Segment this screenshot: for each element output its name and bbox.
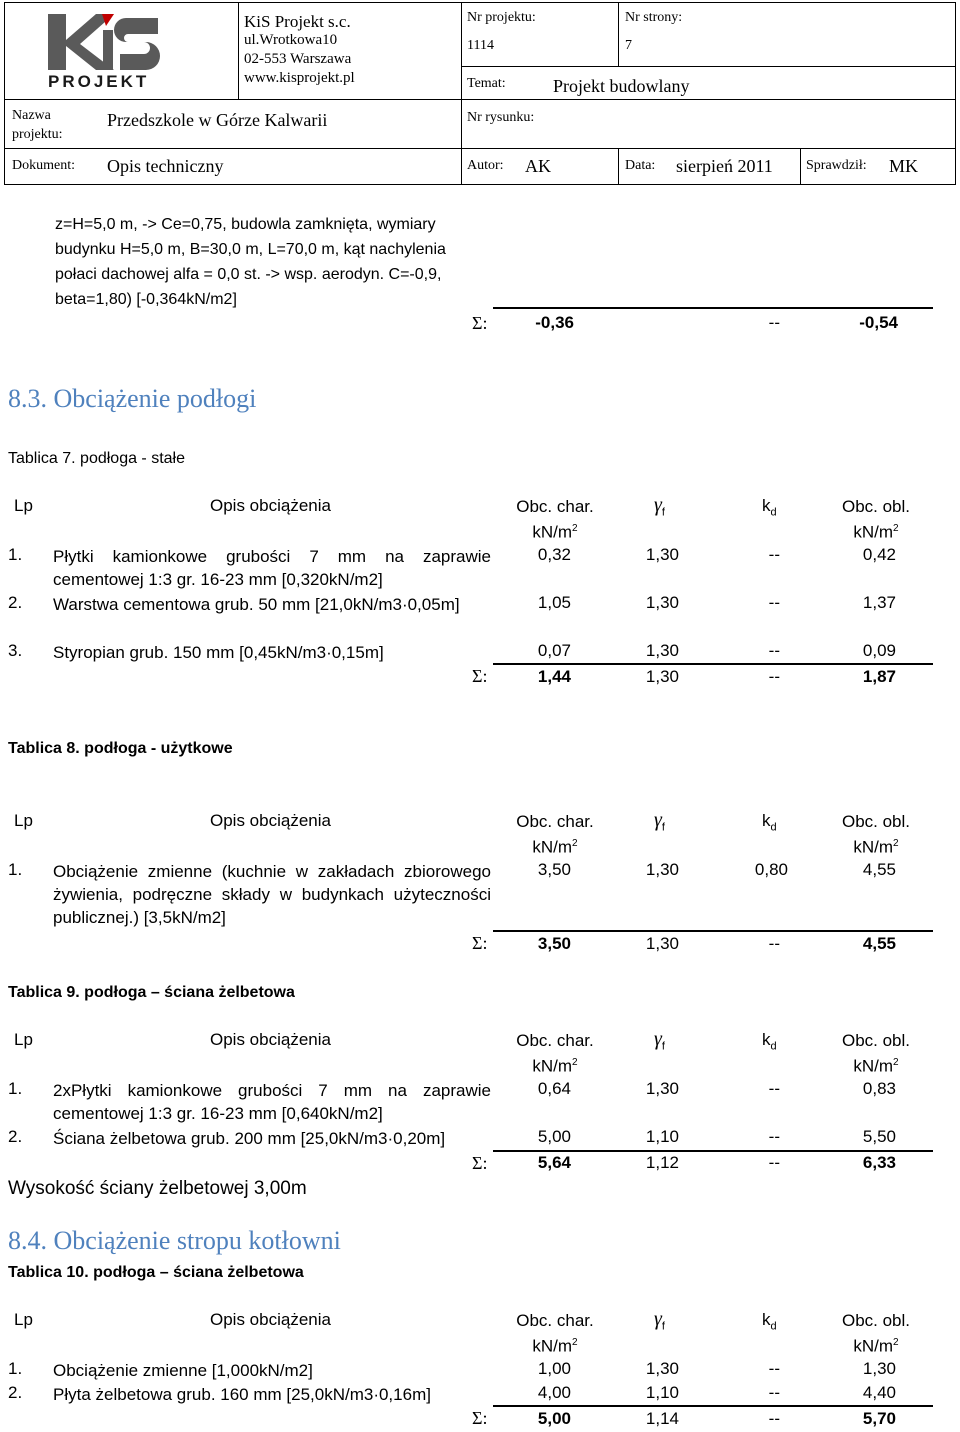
page-number: 7 [625, 38, 632, 53]
document-label: Dokument: [12, 158, 75, 173]
intro-sum-obl: -0,54 [859, 313, 898, 332]
project-name: Przedszkole w Górze Kalwarii [107, 110, 328, 130]
logo-wordmark: PROJEKT [48, 72, 150, 91]
author-value: AK [525, 156, 551, 176]
intro-sum-rule [493, 307, 933, 309]
row-description: Obciążenie zmienne [1,000kN/m2] [53, 1361, 313, 1380]
table-9-caption: Tablica 9. podłoga – ściana żelbetowa [8, 984, 295, 1001]
table-8-sum-rule [493, 930, 933, 932]
date-label: Data: [625, 158, 656, 173]
topic-label: Temat: [467, 76, 506, 91]
date-value: sierpień 2011 [676, 156, 773, 176]
checked-by-label: Sprawdził: [806, 158, 867, 173]
company-street: ul.Wrotkowa10 [244, 32, 338, 48]
company-city: 02-553 Warszawa [244, 51, 352, 67]
intro-sum-char: -0,36 [535, 313, 574, 332]
col-kd: $k_d$ [762, 496, 777, 519]
table-10-caption: Tablica 10. podłoga – ściana żelbetowa [8, 1264, 304, 1281]
col-char: Obc. char. $kN/m^2$ [516, 497, 594, 542]
row-description: Obciążenie zmienne (kuchnie w zakładach zbiorowego żywienia, podręczne składy w budynkach użyteczności publicznej.) [3,5kN/m2] [53, 862, 491, 927]
col-gamma: $\gamma_f$ [654, 494, 665, 519]
company-address [244, 12, 355, 88]
author-label: Autor: [467, 158, 504, 173]
table-8-caption: Tablica 8. podłoga - użytkowe [8, 740, 233, 757]
wind-load-description: z=H=5,0 m, -> Ce=0,75, budowla zamknięta, wymiary budynku H=5,0 m, B=30,0 m, L=70,0 m, kąt nachylenia połaci dachowej alfa = 0,0 st. -> wsp. aerodyn. C=-0,9, beta=1,80) [-0,364kN/m2] [55, 216, 446, 308]
table-7-sum-rule [493, 663, 933, 665]
table-10-sum-rule [493, 1405, 933, 1407]
checked-by-value: MK [889, 156, 919, 176]
row-description: Styropian grub. 150 mm [0,45kN/m3·0,15m] [53, 643, 384, 662]
row-description: 2xPłytki kamionkowe grubości 7 mm na zaprawie cementowej 1:3 gr. 16-23 mm [0,640kN/m2] [53, 1081, 491, 1123]
intro-sum-kd: -- [768, 313, 780, 332]
row-description: Ściana żelbetowa grub. 200 mm [25,0kN/m3·0,20m] [53, 1129, 446, 1148]
project-number: 1114 [467, 38, 494, 53]
intro-sum-sigma: Σ: [472, 313, 488, 333]
company-name: KiS Projekt s.c. [244, 12, 351, 31]
section-heading-8-3: 8.3. Obciążenie podłogi [8, 384, 257, 413]
col-lp: Lp [14, 496, 33, 515]
table-7-caption: Tablica 7. podłoga - stałe [8, 450, 185, 467]
section-heading-8-4: 8.4. Obciążenie stropu kotłowni [8, 1226, 341, 1255]
company-website: www.kisprojekt.pl [244, 70, 355, 86]
wall-height-note: Wysokość ściany żelbetowej 3,00m [8, 1178, 307, 1199]
document-value: Opis techniczny [107, 156, 224, 176]
row-description: Płyta żelbetowa grub. 160 mm [25,0kN/m3·0,16m] [53, 1385, 431, 1404]
project-number-label: Nr projektu: [467, 10, 536, 25]
col-obl: Obc. obl. $kN/m^2$ [841, 497, 911, 542]
topic-value: Projekt budowlany [553, 76, 690, 96]
project-name-label: Nazwa projektu: [12, 108, 63, 142]
page-number-label: Nr strony: [625, 10, 683, 25]
col-opis: Opis obciążenia [210, 496, 331, 515]
drawing-number-label: Nr rysunku: [467, 110, 535, 125]
company-logo [40, 10, 164, 94]
table-9-sum-rule [493, 1150, 933, 1152]
row-description: Warstwa cementowa grub. 50 mm [21,0kN/m3·0,05m] [53, 595, 460, 614]
row-description: Płytki kamionkowe grubości 7 mm na zaprawie cementowej 1:3 gr. 16-23 mm [0,320kN/m2] [53, 547, 491, 589]
